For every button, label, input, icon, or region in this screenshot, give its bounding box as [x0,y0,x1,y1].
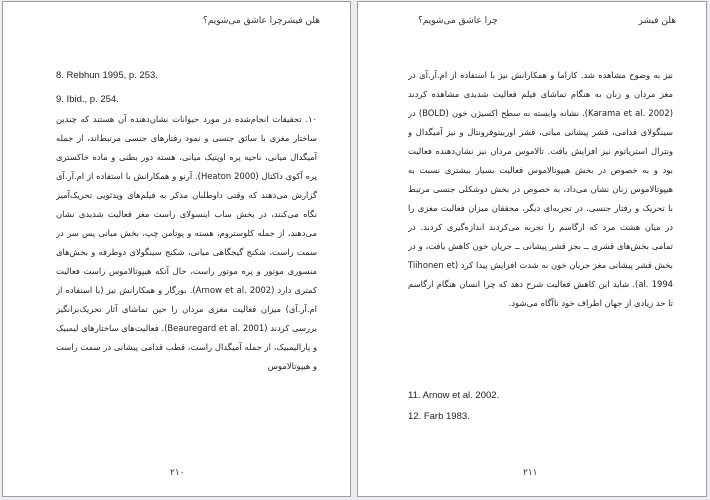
running-header [388,16,676,30]
header-book-title: چرا عاشق می‌شویم؟ [418,16,498,26]
footnote-ref-8: 8. Rebhun 1995, p. 253. [56,70,158,81]
footnote-ref-9: 9. Ibid., p. 254. [56,94,119,105]
page-number: ۲۱۰ [170,468,185,478]
running-header [33,16,320,30]
header-book-title: چرا عاشق می‌شویم؟ [203,16,283,26]
body-paragraph: نیز به وضوح مشاهده شد. کاراما و همکارانش نیز با استفاده از ام.آر.آی در مغز مردان و زنان به هنگام تماشای فیلم فعالیت شدیدی مشاهده کردند (Karama et al. 2002). نشانه وابسته به سطح اکسیژن خون (BOLD) در سینگولای قدامی، قشر پیشانی میانی، قشر اوربیتوفرونتال و نیز آمیگدال و ونترال استریاتوم نیز افزایش یافت. تالاموس مردان نیز نشان‌دهنده فعالیت بود و به خصوص در بخش هیپوتالاموس فعالیت بسیار بیشتری نسبت به هیپوتالاموس زنان نشان می‌داد، به خصوص در بخش دوشکلی جنسی مرتبط با تحریک و رفتار جنسی. در تجربه‌ای دیگر، محققان میزان فعالیت مغزی را در میان هشت مرد که ارگاسم را تجربه می‌کردند اندازه‌گیری کردند. در تمامی بخش‌های قشری ــ بجز قشر پیشانی ــ جریان خون کاهش یافت، و در بخش قشر پیشانی مغز جریان خون به شدت افزایش پیدا کرد (Tiihonen et al. 1994). شاید این کاهش فعالیت شرح دهد که چرا انسان هنگام ارگاسم تا حد زیادی از جهان اطراف خود ناآگاه می‌شود. [408,70,673,308]
footnote-ref-11: 11. Arnow et al. 2002. [408,390,500,401]
header-author: هلن فیشر [282,16,320,26]
header-author: هلن فیشر [638,16,676,26]
footnote-ref-12: 12. Farb 1983. [408,411,470,422]
right-page [357,1,707,497]
left-page [2,1,351,497]
footnote-10-paragraph: ۱۰. تحقیقات انجام‌شده در مورد حیوانات نشان‌دهنده آن هستند که چندین ساختار مغزی با سائق جنسی و نمود رفتارهای جنسی مرتبط‌اند، از جمله آمیگدال میانی، ناحیه پره اوپتیک میانی، هسته دور بطنی و ماده خاکستری پره آکوی داکتال (Heaton 2000). آرنو و همکارانش با استفاده از ام.آر.آی گزارش می‌دهند که وقتی داوطلبان مذکر به فیلم‌های ویدئویی تحریک‌آمیز نگاه می‌کنند، در بخش ساب اینسولای راست مغز فعالیت شدیدی نشان می‌دهند، از جمله کلوستروم، هسته و پوتامن چپ، بخش میانی پس سر در سمت راست، شکنج گیجگاهی میانی، شکنج سینگولای دوطرفه و بخش‌های منسوری موتور و پره موتور راست، حال آنکه هیپوتالاموس راست فعالیت کمتری دارد (Arnow et al. 2002). بورگار و همکارانش نیز (با استفاده از ام.آر.آی) میزان فعالیت مغزی مردان را حین تماشای آثار تحریک‌برانگیز بررسی کردند (Beauregard et al. 2001). فعالیت‌های ساختارهای لیمبیک و پارالیمبیک، از جمله آمیگدال راست، قطب قدامی پیشانی در سمت راست و هیپوتالاموس [56,114,317,371]
page-number: ۲۱۱ [523,468,538,478]
